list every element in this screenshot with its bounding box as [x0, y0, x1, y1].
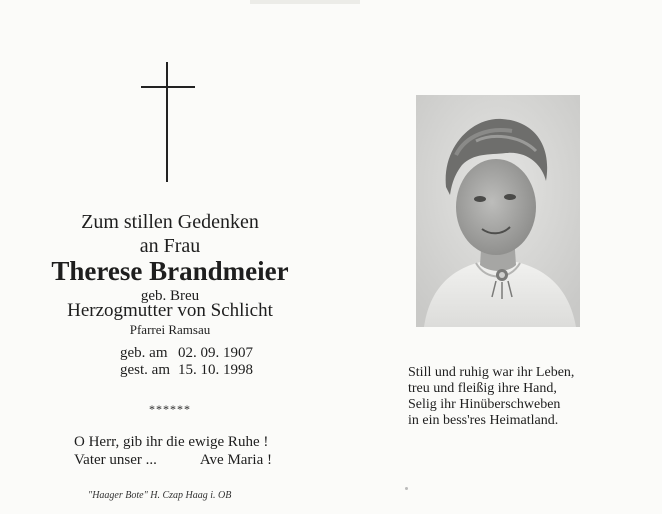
- printer-imprint: "Haager Bote" H. Czap Haag i. OB: [88, 490, 232, 501]
- death-label: gest. am: [120, 362, 170, 378]
- separator-stars: ******: [149, 402, 191, 416]
- birth-date-row: [120, 345, 253, 362]
- birth-date: 02. 09. 1907: [178, 345, 253, 361]
- prayer-hail-mary: Ave Maria !: [199, 452, 272, 468]
- prayer-line1: O Herr, gib ihr die ewige Ruhe !: [74, 434, 269, 450]
- paper-speck: [405, 487, 408, 490]
- portrait-photo: [416, 95, 580, 327]
- memorial-heading-line2: an Frau: [139, 235, 201, 257]
- poem-line: Selig ihr Hinüberschweben: [408, 397, 561, 412]
- parish: Pfarrei Ramsau: [129, 322, 211, 337]
- latin-cross-icon: [141, 62, 195, 182]
- deceased-name: Therese Brandmeier: [51, 256, 289, 286]
- maiden-name: geb. Breu: [140, 288, 200, 304]
- life-dates: [120, 345, 253, 379]
- deceased-title: Herzogmutter von Schlicht: [67, 300, 273, 321]
- poem-line: treu und fleißig ihre Hand,: [408, 381, 557, 396]
- poem-line: in ein bess'res Heimatland.: [408, 413, 559, 428]
- death-date: 15. 10. 1998: [178, 362, 253, 378]
- death-date-row: [120, 362, 253, 379]
- poem-line: Still und ruhig war ihr Leben,: [408, 365, 575, 380]
- memorial-heading-line1: Zum stillen Gedenken: [81, 211, 259, 233]
- poem: [408, 365, 574, 429]
- prayer-our-father: Vater unser ...: [74, 452, 157, 468]
- birth-label: geb. am: [120, 345, 168, 361]
